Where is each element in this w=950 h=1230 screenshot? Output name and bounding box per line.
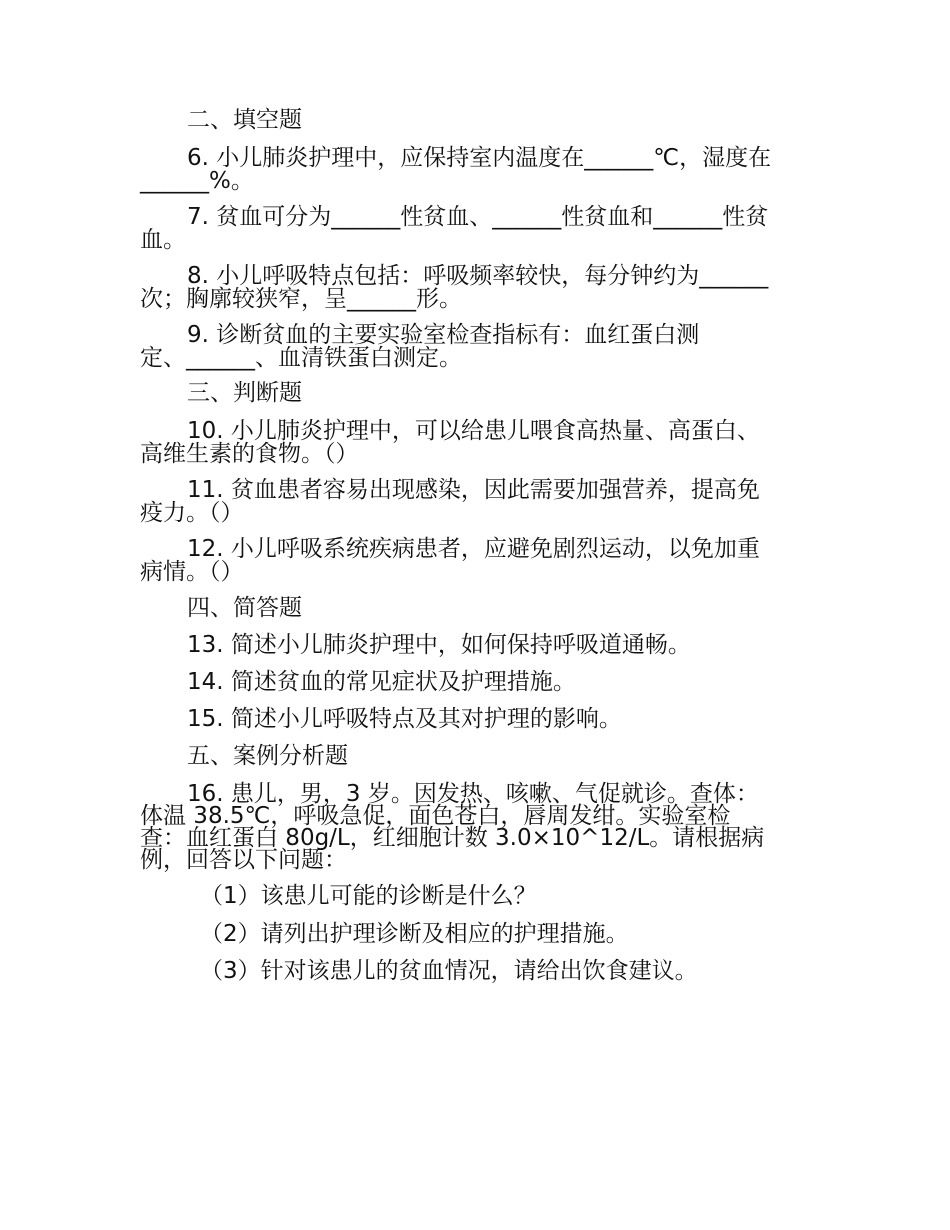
question-8-line-2: 次；胸廓较狭窄，呈______形。 xyxy=(140,286,462,312)
section-heading-fill-in-blank: 二、填空题 xyxy=(187,107,302,133)
question-16-line-3: 查：血红蛋白 80g/L，红细胞计数 3.0×10^12/L。请根据病 xyxy=(140,825,765,851)
question-10-line-1: 10. 小儿肺炎护理中，可以给患儿喂食高热量、高蛋白、 xyxy=(187,418,760,444)
question-16-line-4: 例，回答以下问题： xyxy=(140,847,347,873)
question-16-subquestion-3: （3）针对该患儿的贫血情况，请给出饮食建议。 xyxy=(200,958,698,984)
question-9-line-1: 9. 诊断贫血的主要实验室检查指标有：血红蛋白测 xyxy=(187,322,700,348)
question-7-line-2: 血。 xyxy=(140,227,186,253)
question-13: 13. 简述小儿肺炎护理中，如何保持呼吸道通畅。 xyxy=(187,632,691,658)
question-10-line-2: 高维生素的食物。（） xyxy=(140,441,359,467)
question-14: 14. 简述贫血的常见症状及护理措施。 xyxy=(187,669,576,695)
question-9-line-2: 定、______、血清铁蛋白测定。 xyxy=(140,345,462,371)
question-11-line-2: 疫力。（） xyxy=(140,500,244,526)
section-heading-true-false: 三、判断题 xyxy=(187,380,302,406)
question-7-line-1: 7. 贫血可分为______性贫血、______性贫血和______性贫 xyxy=(187,204,769,230)
question-8-line-1: 8. 小儿呼吸特点包括：呼吸频率较快，每分钟约为______ xyxy=(187,263,769,289)
section-heading-case-analysis: 五、案例分析题 xyxy=(187,743,348,769)
question-6-line-1: 6. 小儿肺炎护理中，应保持室内温度在______℃，湿度在 xyxy=(187,145,772,171)
question-16-subquestion-2: （2）请列出护理诊断及相应的护理措施。 xyxy=(200,921,629,947)
question-16-subquestion-1: （1）该患儿可能的诊断是什么？ xyxy=(200,883,537,909)
question-16-line-1: 16. 患儿，男，3 岁。因发热、咳嗽、气促就诊。查体： xyxy=(187,781,759,807)
question-11-line-1: 11. 贫血患者容易出现感染，因此需要加强营养，提高免 xyxy=(187,477,760,503)
question-16-line-2: 体温 38.5℃，呼吸急促，面色苍白，唇周发绀。实验室检 xyxy=(140,803,731,829)
section-heading-short-answer: 四、简答题 xyxy=(187,595,302,621)
question-12-line-2: 病情。（） xyxy=(140,559,244,585)
question-6-line-2: ______%。 xyxy=(140,168,254,194)
question-12-line-1: 12. 小儿呼吸系统疾病患者，应避免剧烈运动，以免加重 xyxy=(187,536,760,562)
question-15: 15. 简述小儿呼吸特点及其对护理的影响。 xyxy=(187,706,622,732)
